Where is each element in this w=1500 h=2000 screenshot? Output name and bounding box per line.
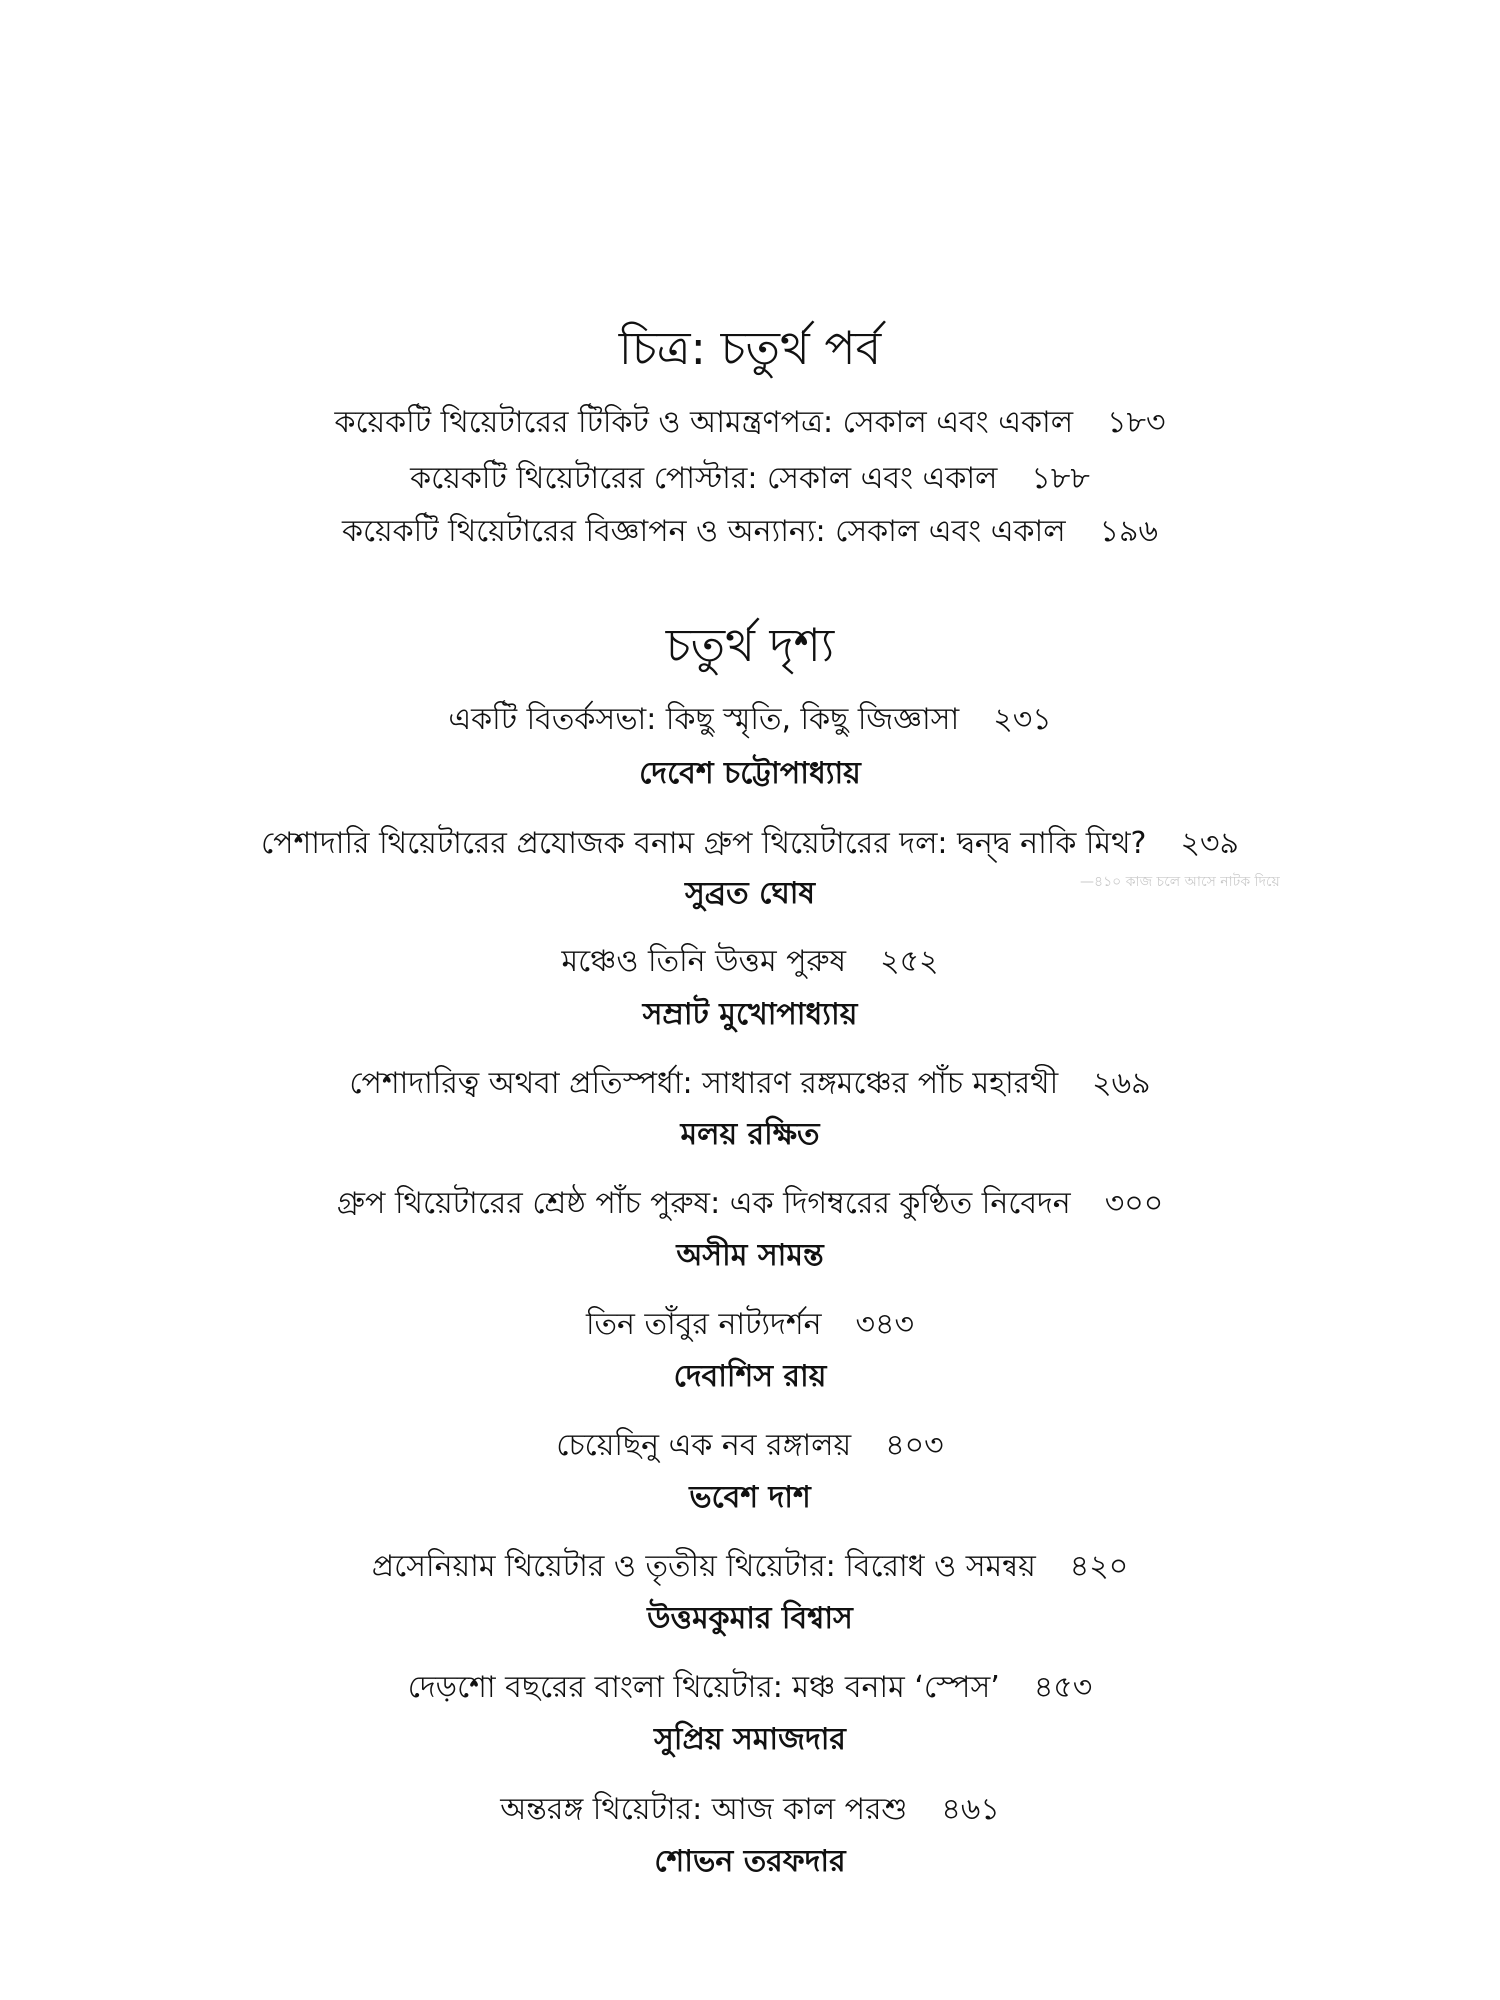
entry-author: সুপ্রিয় সমাজদার <box>654 1722 846 1757</box>
entry-page-number: ২৫২ <box>880 944 939 979</box>
toc-entry <box>0 940 1500 984</box>
entry-title: পেশাদারি থিয়েটারের প্রযোজক বনাম গ্রুপ থিয়েটারের দল: দ্বন্দ্ব নাকি মিথ? <box>261 826 1147 861</box>
show-through-text: —৪১০ কাজ চলে আসে নাটক দিয়ে <box>1080 874 1280 890</box>
entry-title: তিন তাঁবুর নাট্যদর্শন <box>585 1307 822 1342</box>
entry-title: কয়েকটি থিয়েটারের বিজ্ঞাপন ও অন্যান্য: সেকাল এবং একাল <box>341 514 1066 549</box>
entry-author: দেবাশিস রায় <box>673 1359 827 1394</box>
entry-author: শোভন তরফদার <box>654 1844 846 1879</box>
entry-author: দেবেশ চট্টোপাধ্যায় <box>639 756 861 791</box>
entry-author: উত্তমকুমার বিশ্বাস <box>647 1601 853 1636</box>
toc-entry <box>0 1062 1500 1106</box>
entry-page-number: ২৩৯ <box>1180 826 1239 861</box>
entry-title: অন্তরঙ্গ থিয়েটার: আজ কাল পরশু <box>500 1792 908 1827</box>
toc-entry <box>0 822 1500 866</box>
entry-page-number: ৩০০ <box>1104 1186 1164 1221</box>
entry-page-number: ৪২০ <box>1069 1549 1129 1584</box>
entry-author: ভবেশ দাশ <box>689 1480 811 1515</box>
entry-title: কয়েকটি থিয়েটারের টিকিট ও আমন্ত্রণপত্র: সেকাল এবং একাল <box>334 405 1074 440</box>
entry-page-number: ৩৪৩ <box>855 1307 915 1342</box>
toc-entry-advertisements <box>0 510 1500 554</box>
entry-title: গ্রুপ থিয়েটারের শ্রেষ্ঠ পাঁচ পুরুষ: এক দিগম্বরের কুণ্ঠিত নিবেদন <box>336 1186 1071 1221</box>
entry-page-number: ২৩১ <box>993 702 1052 737</box>
entry-title: মঞ্চেও তিনি উত্তম পুরুষ <box>561 944 847 979</box>
toc-entry <box>0 698 1500 742</box>
entry-page-number: ৪০৩ <box>885 1428 944 1463</box>
toc-entry-posters <box>0 457 1500 501</box>
entry-author: সম্রাট মুখোপাধ্যায় <box>642 997 858 1032</box>
entry-page-number: ৪৫৩ <box>1033 1670 1093 1705</box>
entry-page-number: ১৯৬ <box>1099 514 1159 549</box>
entry-title: দেড়শো বছরের বাংলা থিয়েটার: মঞ্চ বনাম ‘স্পেস’ <box>407 1670 1000 1705</box>
entry-page-number: ৪৬১ <box>941 1792 1000 1827</box>
toc-entry <box>0 1303 1500 1347</box>
entry-author: অসীম সামন্ত <box>676 1238 824 1273</box>
entry-title: চেয়েছিনু এক নব রঙ্গালয় <box>556 1428 852 1463</box>
entry-title: পেশাদারিত্ব অথবা প্রতিস্পর্ধা: সাধারণ রঙ্গমঞ্চের পাঁচ মহারথী <box>349 1066 1059 1101</box>
entry-page-number: ২৬৯ <box>1092 1066 1151 1101</box>
toc-entry <box>0 1788 1500 1832</box>
toc-entry <box>0 1424 1500 1468</box>
toc-entry <box>0 1545 1500 1589</box>
entry-title: একটি বিতর্কসভা: কিছু স্মৃতি, কিছু জিজ্ঞাসা <box>448 702 960 737</box>
entry-title: প্রসেনিয়াম থিয়েটার ও তৃতীয় থিয়েটার: বিরোধ ও সমন্বয় <box>371 1549 1036 1584</box>
section-heading-pictures: চিত্র: চতুর্থ পর্ব <box>618 321 882 375</box>
entry-author: সুব্রত ঘোষ <box>684 876 816 911</box>
entry-page-number: ১৮৮ <box>1031 461 1090 496</box>
entry-title: কয়েকটি থিয়েটারের পোস্টার: সেকাল এবং একাল <box>410 461 998 496</box>
toc-entry-tickets <box>0 401 1500 445</box>
entry-author: মলয় রক্ষিত <box>680 1117 820 1152</box>
section-heading-fourth-scene: চতুর্থ দৃশ্য <box>665 618 835 672</box>
entry-page-number: ১৮৩ <box>1107 405 1166 440</box>
toc-entry <box>0 1666 1500 1710</box>
toc-entry <box>0 1182 1500 1226</box>
